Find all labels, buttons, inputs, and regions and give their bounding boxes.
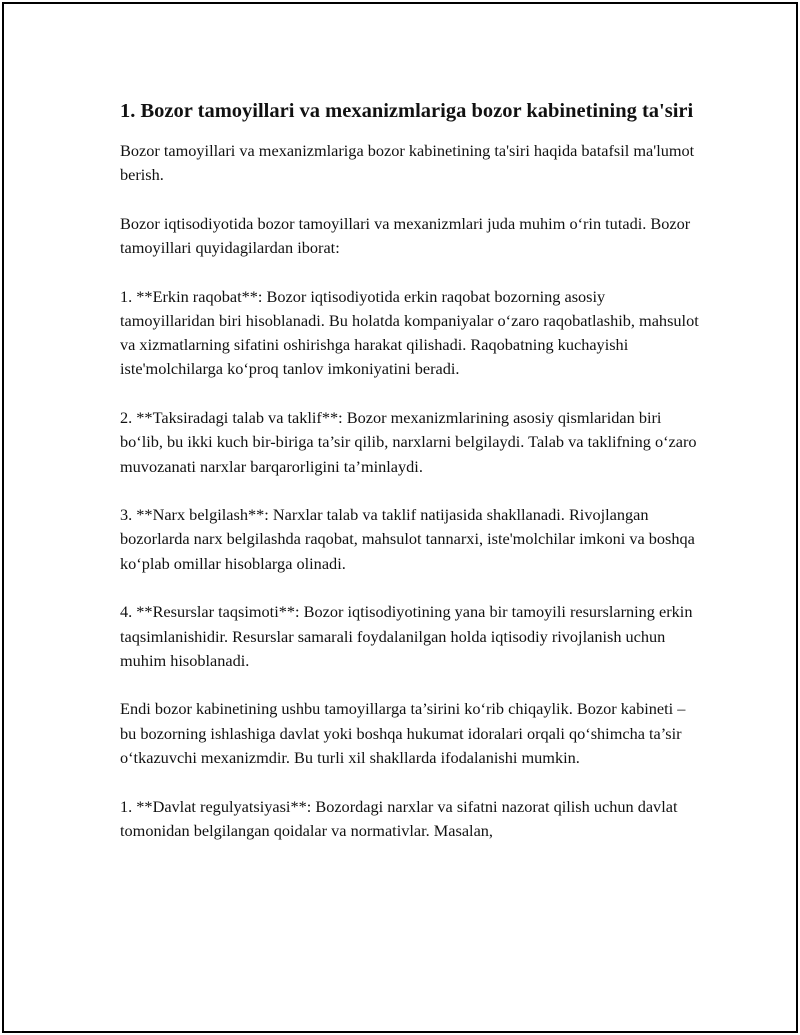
paragraph-free-competition: 1. **Erkin raqobat**: Bozor iqtisodiyotida erkin raqobat bozorning asosiy tamoyillaridan biri hisoblanadi. Bu holatda kompaniyalar o‘zaro raqobatlashib, mahsulot va xizmatlarning sifatini oshirishga harakat qilishadi. Raqobatning kuchayishi iste'molchilarga ko‘proq tanlov imkoniyatini beradi. [120, 286, 699, 379]
page-frame [2, 2, 798, 1033]
page-title: 1. Bozor tamoyillari va mexanizmlariga bozor kabinetining ta'siri [120, 100, 694, 122]
paragraph-state-regulation: 1. **Davlat regulyatsiyasi**: Bozordagi narxlar va sifatni nazorat qilish uchun davlat tomonidan belgilangan qoidalar va normativlar. Masalan, [120, 796, 678, 840]
paragraph-supply-demand: 2. **Taksiradagi talab va taklif**: Bozor mexanizmlarining asosiy qismlaridan biri bo‘lib, bu ikki kuch bir-biriga ta’sir qilib, narxlarni belgilaydi. Talab va taklifning o‘zaro muvozanati narxlar barqarorligini ta’minlaydi. [120, 408, 697, 476]
paragraph-principles-lead: Bozor iqtisodiyotida bozor tamoyillari va mexanizmlari juda muhim o‘rin tutadi. Bozor tamoyillari quyidagilardan iborat: [120, 213, 691, 258]
document-body [120, 97, 700, 867]
paragraph-intro: Bozor tamoyillari va mexanizmlariga bozor kabinetining ta'siri haqida batafsil ma'lumot berish. [120, 141, 695, 185]
paragraph-resource-allocation: 4. **Resurslar taqsimoti**: Bozor iqtisodiyotining yana bir tamoyili resurslarning erkin taqsimlanishidir. Resurslar samarali foydalanilgan holda iqtisodiy rivojlanish uchun muhim hisoblanadi. [120, 602, 693, 670]
paragraph-pricing: 3. **Narx belgilash**: Narxlar talab va taklif natijasida shakllanadi. Rivojlangan bozorlarda narx belgilashda raqobat, mahsulot tannarxi, iste'molchilar imkoni va boshqa ko‘plab omillar hisoblarga olinadi. [120, 505, 695, 573]
paragraph-market-cabinet: Endi bozor kabinetining ushbu tamoyillarga ta’sirini ko‘rib chiqaylik. Bozor kabineti – bu bozorning ishlashiga davlat yoki boshqa hukumat idoralari orqali qo‘shimcha ta’sir o‘tkazuvchi mexanizmdir. Bu turli xil shakllarda ifodalanishi mumkin. [120, 699, 686, 767]
